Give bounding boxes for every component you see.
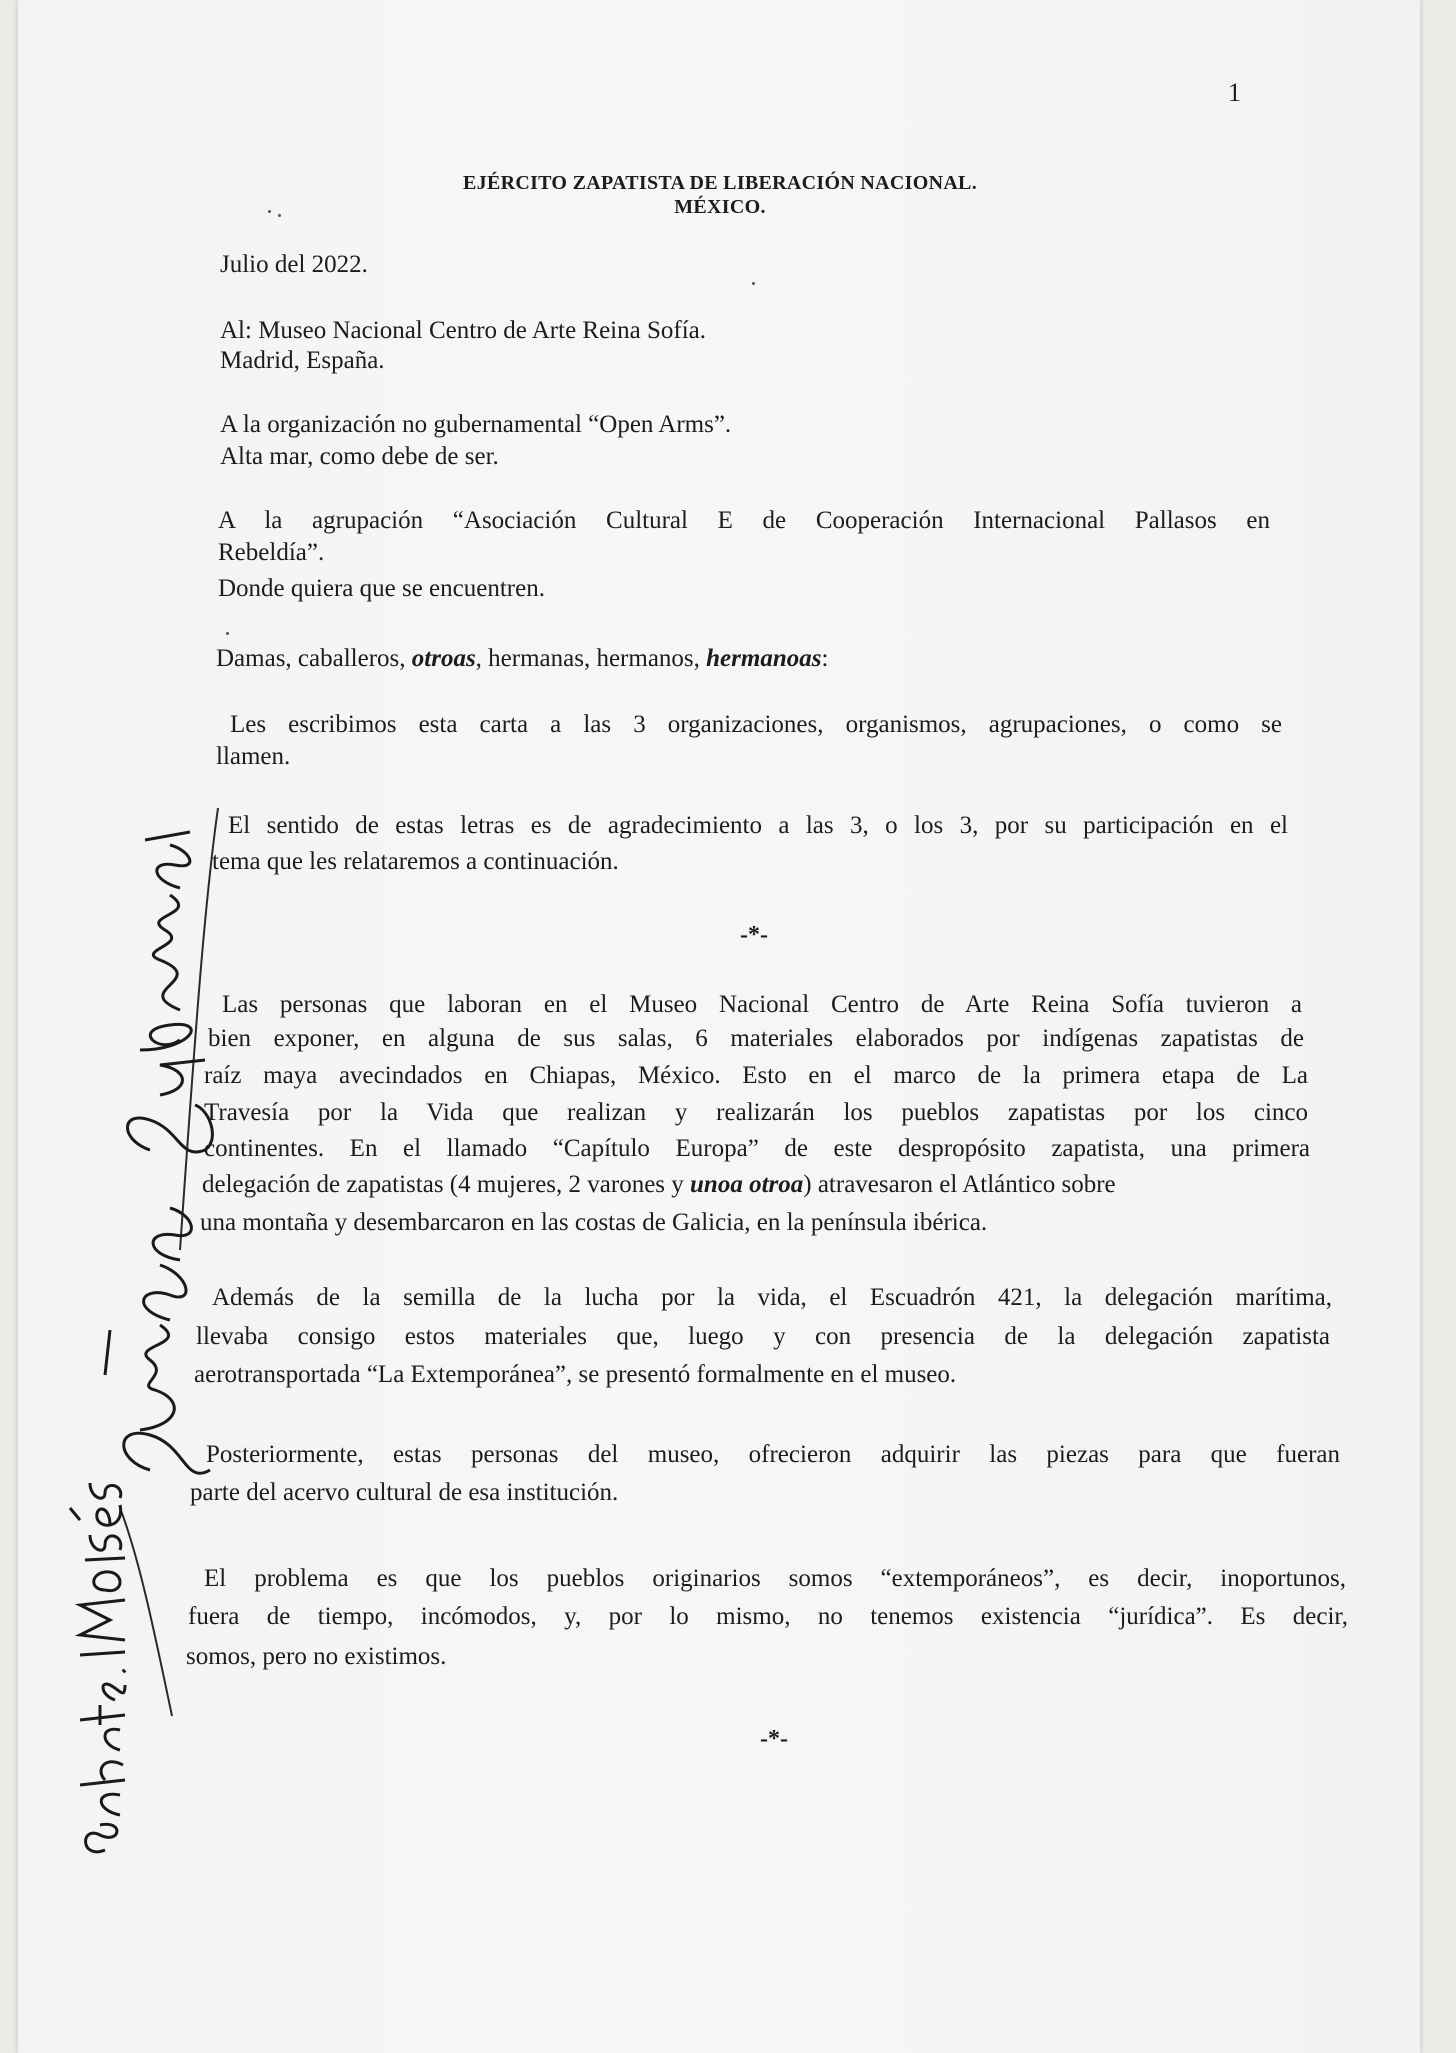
paragraph-1-line1: Les escribimos esta carta a las 3 organizaciones, organismos, agrupaciones, o como se xyxy=(230,711,1282,738)
paragraph-6-line1: El problema es que los pueblos originarios somos “extemporáneos”, es decir, inoportunos, xyxy=(204,1565,1346,1592)
paragraph-3-line2: bien exponer, en alguna de sus salas, 6 materiales elaborados por indígenas zapatistas de xyxy=(208,1025,1304,1052)
paragraph-3-line4: Travesía por la Vida que realizan y realizarán los pueblos zapatistas por los cinco xyxy=(204,1099,1308,1126)
paragraph-3-line5: continentes. En el llamado “Capítulo Europa” de este despropósito zapatista, una primera xyxy=(204,1135,1310,1162)
paragraph-2-line2: tema que les relataremos a continuación. xyxy=(212,848,619,875)
section-separator-2: -*- xyxy=(760,1726,788,1752)
recipient-group-line2: Rebeldía”. xyxy=(218,539,325,566)
paragraph-5-line1: Posteriormente, estas personas del museo, ofrecieron adquirir las piezas para que fueran xyxy=(206,1441,1340,1468)
salutation-part2: , hermanas, hermanos, xyxy=(475,645,707,672)
recipient-group-line3: Donde quiera que se encuentren. xyxy=(218,575,545,602)
salutation-emphasis1: otroas xyxy=(411,645,476,672)
paragraph-4-line2: llevaba consigo estos materiales que, luego y con presencia de la delegación zapatista xyxy=(196,1323,1330,1350)
recipient-group-line1: A la agrupación “Asociación Cultural E de Cooperación Internacional Pallasos en xyxy=(218,507,1270,534)
paragraph-3-line6-part2: ) atravesaron el Atlántico sobre xyxy=(803,1171,1116,1198)
recipient-museum-line1: Al: Museo Nacional Centro de Arte Reina Sofía. xyxy=(220,317,706,344)
salutation-part3: : xyxy=(821,645,829,672)
recipient-museum-line2: Madrid, España. xyxy=(220,347,385,374)
paragraph-3-line6-part1: delegación de zapatistas (4 mujeres, 2 varones y xyxy=(202,1171,691,1198)
page-number: 1 xyxy=(1228,78,1241,107)
paragraph-6-line3: somos, pero no existimos. xyxy=(186,1643,447,1670)
section-separator: -*- xyxy=(740,922,768,948)
paragraph-4-line1: Además de la semilla de la lucha por la vida, el Escuadrón 421, la delegación marítima, xyxy=(212,1284,1332,1311)
paragraph-1-line2: llamen. xyxy=(216,743,291,770)
paper-speck xyxy=(226,632,229,635)
paper-speck xyxy=(278,214,281,217)
paragraph-3-line7: una montaña y desembarcaron en las costas de Galicia, en la península ibérica. xyxy=(200,1209,988,1236)
letter-date: Julio del 2022. xyxy=(220,251,368,278)
paragraph-3-line6 xyxy=(202,1172,1116,1197)
paragraph-2-line1: El sentido de estas letras es de agradecimiento a las 3, o los 3, por su participación en el xyxy=(228,812,1288,839)
paragraph-4-line3: aerotransportada “La Extemporánea”, se presentó formalmente en el museo. xyxy=(194,1361,957,1388)
paragraph-6-line2: fuera de tiempo, incómodos, y, por lo mismo, no tenemos existencia “jurídica”. Es decir, xyxy=(188,1603,1348,1630)
paragraph-3-line3: raíz maya avecindados en Chiapas, México. Esto en el marco de la primera etapa de La xyxy=(204,1062,1308,1089)
salutation-emphasis2: hermanoas xyxy=(706,645,822,672)
recipient-ngo-line2: Alta mar, como debe de ser. xyxy=(220,443,499,470)
paper-speck xyxy=(752,282,755,285)
paragraph-3-line1: Las personas que laboran en el Museo Nacional Centro de Arte Reina Sofía tuvieron a xyxy=(222,991,1302,1018)
recipient-ngo-line1: A la organización no gubernamental “Open Arms”. xyxy=(220,411,732,438)
letter-heading-line2: MÉXICO. xyxy=(674,196,766,218)
paragraph-5-line2: parte del acervo cultural de esa institución. xyxy=(190,1479,619,1506)
paragraph-3-line6-emphasis: unoa otroa xyxy=(690,1171,804,1198)
salutation-part1: Damas, caballeros, xyxy=(216,645,412,672)
letter-heading-line1: EJÉRCITO ZAPATISTA DE LIBERACIÓN NACIONAL. xyxy=(463,172,977,194)
paper-speck xyxy=(268,210,271,213)
salutation xyxy=(216,646,828,671)
